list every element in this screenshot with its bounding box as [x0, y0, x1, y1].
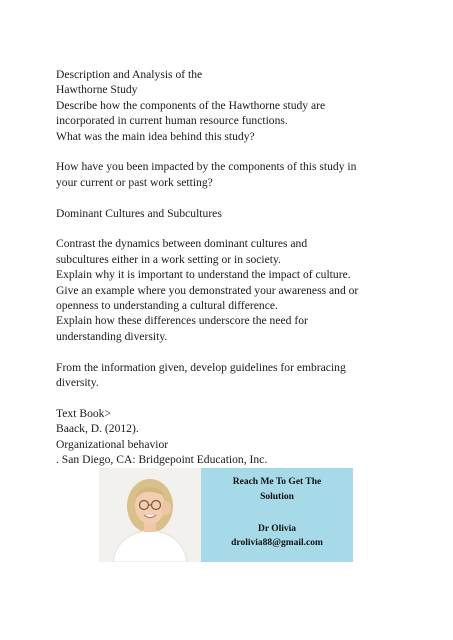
document-line: your current or past work setting? [56, 175, 213, 189]
blank-line [56, 344, 416, 359]
document-line: From the information given, develop guidelines for embracing [56, 360, 346, 374]
contact-name: Dr Olivia [257, 524, 297, 534]
document-line: Dominant Cultures and Subcultures [56, 206, 222, 220]
promo-line-1: Reach Me To Get The [232, 477, 322, 487]
document-line: Contrast the dynamics between dominant cultures and [56, 237, 308, 251]
blank-line [56, 221, 416, 236]
document-line: Describe how the components of the Hawthorne study are [56, 98, 326, 112]
document-line: . San Diego, CA: Bridgepoint Education, Inc. [56, 453, 268, 467]
promo-line-2: Solution [260, 492, 294, 502]
document-line: Hawthorne Study [56, 83, 138, 97]
document-line: How have you been impacted by the components of this study in [56, 160, 357, 174]
document-line: What was the main idea behind this study? [56, 129, 255, 143]
contact-email[interactable]: drolivia88@gmail.com [231, 538, 323, 548]
document-line: subcultures either in a work setting or in society. [56, 252, 281, 266]
woman-photo [99, 468, 201, 562]
document-line: diversity. [56, 376, 99, 390]
document-line: Baack, D. (2012). [56, 422, 139, 436]
blank-line [56, 190, 416, 205]
document-line: understanding diversity. [56, 329, 168, 343]
document-line: Organizational behavior [56, 437, 169, 451]
contact-card [201, 468, 353, 562]
contact-banner [99, 468, 353, 562]
document-line: Explain how these differences underscore the need for [56, 314, 308, 328]
blank-line [56, 144, 416, 159]
document-line: Give an example where you demonstrated your awareness and or [56, 283, 359, 297]
document-body [56, 67, 416, 467]
document-line: openness to understanding a cultural difference. [56, 299, 278, 313]
document-line: incorporated in current human resource functions. [56, 114, 288, 128]
document-line: Description and Analysis of the [56, 68, 203, 81]
document-line: Explain why it is important to understand the impact of culture. [56, 268, 351, 282]
woman-portrait-image [99, 468, 201, 562]
blank-line [56, 390, 416, 405]
document-line: Text Book> [56, 406, 111, 420]
